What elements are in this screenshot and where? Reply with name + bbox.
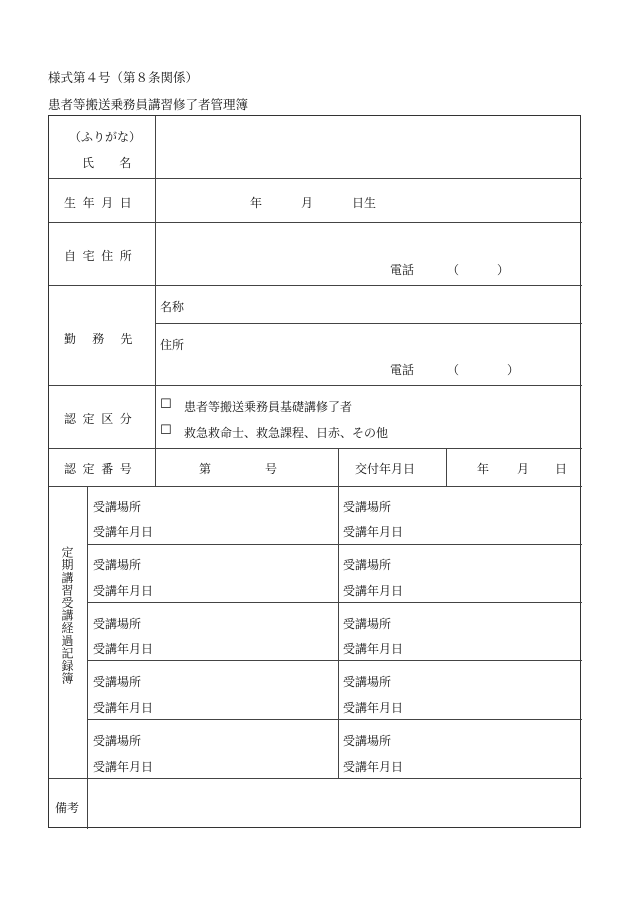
cert-number-field[interactable] (219, 449, 263, 485)
checkbox-basic-course[interactable]: ☐ (160, 397, 172, 412)
training-place-label: 受講場所 (343, 675, 392, 689)
workplace-label: 勤務先 (64, 332, 149, 346)
issue-month-unit: 月 (517, 462, 530, 476)
workplace-name-label: 名称 (160, 300, 185, 314)
training-date-label: 受講年月日 (93, 760, 154, 774)
training-date-label: 受講年月日 (93, 525, 154, 539)
column-divider (338, 448, 339, 486)
training-place-label: 受講場所 (93, 558, 142, 572)
column-divider (87, 486, 88, 829)
training-date-label: 受講年月日 (343, 760, 404, 774)
birth-month-unit: 月 (301, 196, 314, 210)
work-phone-paren-close: ） (507, 363, 520, 377)
training-date-label: 受講年月日 (93, 642, 154, 656)
training-date-label: 受講年月日 (343, 584, 404, 598)
row-divider (49, 486, 582, 487)
checkbox-other-qualification[interactable]: ☐ (160, 423, 172, 438)
training-place-label: 受講場所 (343, 617, 392, 631)
form-number: 様式第４号（第８条関係） (48, 70, 199, 85)
training-place-label: 受講場所 (93, 500, 142, 514)
training-place-label: 受講場所 (93, 617, 142, 631)
work-phone-paren-open: （ (447, 363, 460, 377)
birthdate-field[interactable] (156, 179, 581, 221)
cert-number-dai: 第 (199, 462, 212, 476)
workplace-address-label: 住所 (160, 338, 185, 352)
training-place-label: 受講場所 (343, 500, 392, 514)
issue-date-field[interactable] (447, 449, 581, 485)
row-divider (49, 385, 582, 386)
issue-year-unit: 年 (477, 462, 490, 476)
remarks-label: 備考 (55, 801, 80, 815)
home-address-label: 自宅住所 (64, 249, 139, 263)
registry-form-table (48, 115, 581, 828)
training-place-label: 受講場所 (343, 734, 392, 748)
column-divider (338, 486, 339, 778)
work-phone-label: 電話 (390, 363, 415, 377)
training-date-label: 受講年月日 (93, 584, 154, 598)
training-place-label: 受講場所 (93, 675, 142, 689)
training-place-label: 受講場所 (93, 734, 142, 748)
option-other-qualification-text: 救急救命士、救急課程、日赤、その他 (184, 426, 389, 440)
name-field[interactable] (156, 117, 581, 177)
row-divider (87, 719, 582, 720)
training-record-label: 定期講習受講経過記録簿 (60, 546, 74, 685)
home-phone-label: 電話 (390, 263, 415, 277)
cert-number-label: 認定番号 (64, 462, 139, 476)
workplace-name-field[interactable] (189, 286, 581, 322)
remarks-field[interactable] (88, 779, 581, 828)
training-date-label: 受講年月日 (343, 642, 404, 656)
birth-day-unit: 日生 (352, 196, 377, 210)
row-divider (87, 544, 582, 545)
issue-date-label: 交付年月日 (355, 462, 416, 476)
cert-category-label: 認定区分 (64, 412, 139, 426)
training-date-label: 受講年月日 (343, 701, 404, 715)
row-divider (87, 660, 582, 661)
home-phone-paren-close: ） (497, 263, 510, 277)
option-basic-course-text: 患者等搬送乗務員基礎講修了者 (184, 400, 353, 414)
training-place-label: 受講場所 (343, 558, 392, 572)
training-date-label: 受講年月日 (343, 525, 404, 539)
workplace-address-field[interactable] (189, 324, 581, 384)
furigana-label: （ふりがな） (69, 130, 142, 144)
cert-number-gou: 号 (265, 462, 278, 476)
birth-year-unit: 年 (250, 196, 263, 210)
issue-day-unit: 日 (555, 462, 568, 476)
row-divider (87, 602, 582, 603)
home-address-field[interactable] (156, 223, 581, 284)
home-phone-paren-open: （ (447, 263, 460, 277)
name-label: 氏 名 (82, 156, 138, 170)
birthdate-label: 生年月日 (64, 196, 139, 210)
training-date-label: 受講年月日 (93, 701, 154, 715)
document-title: 患者等搬送乗務員講習修了者管理簿 (48, 97, 249, 112)
